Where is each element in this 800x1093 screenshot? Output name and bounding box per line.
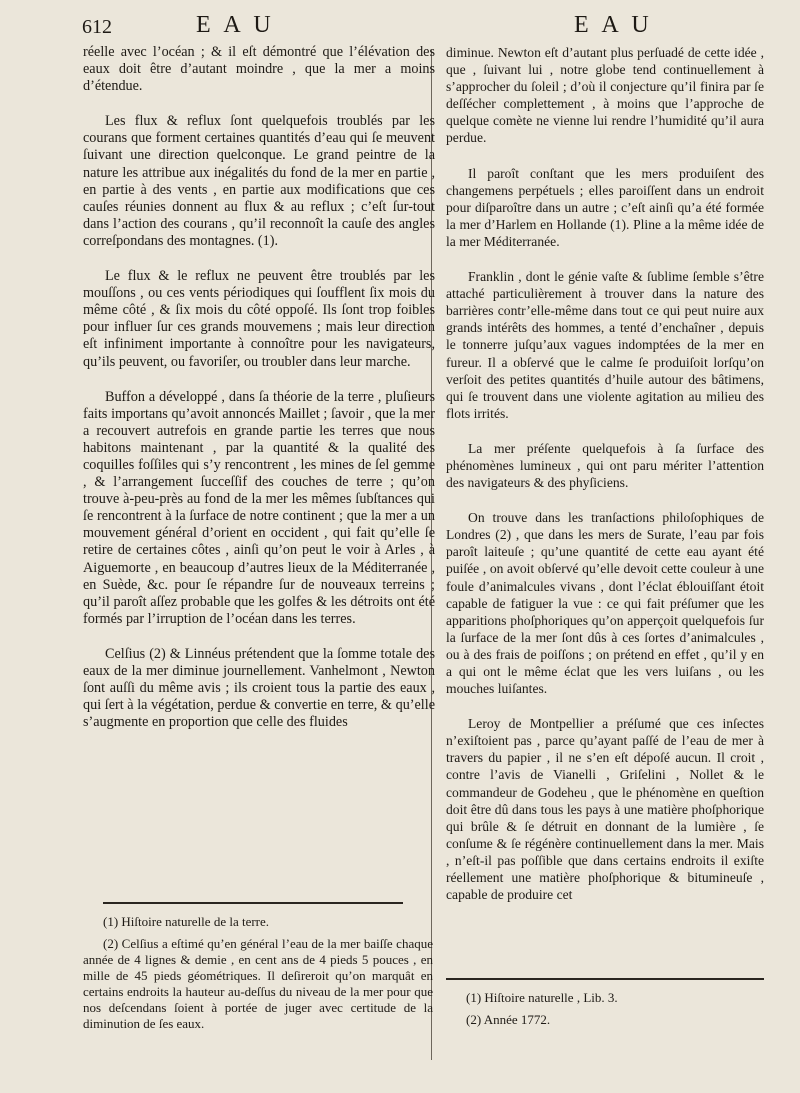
paragraph: On trouve dans les tranſactions philoſophiques de Londres (2) , que dans les mers de Surate, l’eau par fois paroît laiteuſe ; qu’une quantité de cette eau ayant été puiſée , on avoit obſervé qu’elle devoit cette couleur à une foule d’animalcules vivans , dont l’éclat éblouiſſant étoit capable de fatiguer la vue : ce qui fait préſumer que les apparitions phoſphoriques qu’on apperçoit quelquefois ſur la ſurface de la mer ſont dûs à ces ſortes d’animalcules , ou à des frais de poiſſons ; on prétend en effet , qu’il y en a qui ont le même éclat que les vers luiſans , ou les mouches luiſantes.	[446, 510, 764, 697]
running-head-left: E A U	[196, 12, 275, 38]
footnote-rule	[103, 902, 403, 904]
paragraph: Les flux & reflux ſont quelquefois troublés par les courans que forment certaines quantités d’eau qui ſe meuvent ſuivant une direction quelconque. Le grand peintre de la nature les attribue aux inégalités du fond de la mer en partie , en partie à des vents , en partie aux modifications que ces cauſes réunies donnent au flux & au reflux ; c’eſt ſur-tout dans l’action des courans , qu’il reconnoît la cauſe des angles correſpondans des montagnes. (1).	[83, 113, 435, 249]
right-column	[446, 44, 764, 921]
running-head-right: E A U	[574, 12, 653, 38]
page-number: 612	[82, 16, 112, 38]
right-footnotes	[446, 952, 764, 1034]
paragraph: Celſius (2) & Linnéus prétendent que la ſomme totale des eaux de la mer diminue journellement. Vanhelmont , Newton ſont auſſi du même avis ; ils croient tous la partie des eaux , qui ſert à la végétation, perdue & convertie en terre, & qu’elle s’augmente en proportion que celle des fluides	[83, 645, 435, 731]
paragraph: Il paroît conſtant que les mers produiſent des changemens perpétuels ; elles paroiſſent dans un endroit pour diſparoître dans un autre ; c’eſt ainſi qu’a été formée la mer d’Harlem en Hollande (1). Pline a la même idée de la mer Méditerranée.	[446, 165, 764, 249]
paragraph: Buffon a développé , dans ſa théorie de la terre , pluſieurs faits importans qu’avoit annoncés Maillet ; ſavoir , que la mer a recouvert autrefois en grande partie les terres que nous habitons maintenant , par la quantité & la qualité des coquilles foſſiles qui s’y rencontrent , les mines de ſel gemme , & l’arrangement ſucceſſif des couches de terre ; qu’on trouve à-peu-près au fond de la mer les mêmes ſubſtances qui ſe rencontrent à la ſurface de notre continent ; que la mer a un mouvement général d’orient en occident , qui fait qu’elle ſe retire de certaines côtes , ainſi qu’on peut le voir à Arles , à Aiguemorte , en beaucoup d’autres lieux de la Méditerranée , en Suède, &c. pour ſe répandre ſur de nouveaux terreins ; qu’il paroît aſſez probable que les golfes & les détroits ont été formés par l’irruption de l’océan dans les terres.	[83, 388, 435, 627]
paragraph: La mer préſente quelquefois à ſa ſurface des phénomènes lumineux , qui ont paru mériter l’attention des navigateurs & des phyſiciens.	[446, 440, 764, 491]
left-footnotes	[83, 876, 433, 1038]
footnote: (1) Hiſtoire naturelle , Lib. 3.	[466, 990, 618, 1005]
left-column	[83, 44, 435, 749]
footnote-rule	[446, 978, 764, 980]
paragraph: diminue. Newton eſt d’autant plus perſuadé de cette idée , que , ſuivant lui , notre globe tend continuellement à s’approcher du ſoleil ; d’où il conjecture qu’il finira par ſe deſſécher complettement , à moins que l’approche de quelque comète ne vienne lui rendre l’humidité qu’il aura perdue.	[446, 45, 764, 146]
footnote: (2) Année 1772.	[466, 1012, 551, 1027]
paragraph: réelle avec l’océan ; & il eſt démontré que l’élévation des eaux doit être d’autant moindre , que la mer a moins d’étendue.	[83, 44, 435, 95]
footnote: (2) Celſius a eſtimé qu’en général l’eau de la mer baiſſe chaque année de 4 lignes & demie , en cent ans de 4 pieds 5 pouces , en mille de 45 pieds géométriques. Il deſireroit qu’on marquât en certains endroits la hauteur au-deſſus du niveau de la mer pour que nos deſcendans ſoient à portée de juger avec certitude de la diminution de ſes eaux.	[83, 936, 433, 1031]
paragraph: Franklin , dont le génie vaſte & ſublime ſemble s’être attaché particulièrement à trouver dans la nature des barrières contr’elle-même dans tout ce qui peut nuire aux grands intérêts des hommes, a tenté d’enchaîner , depuis le tonnerre juſqu’aux vagues indomptées de la mer en fureur. Il a obſervé que le calme ſe produiſoit lorſqu’on verſoit des petites quantités d’huile autour des bâtimens, qui ſe trouvent dans une violente agitation au milieu des flots irrités.	[446, 269, 764, 421]
paragraph: Leroy de Montpellier a préſumé que ces inſectes n’exiſtoient pas , parce qu’ayant paſſé de l’eau de mer à travers du papier , il ne s’en eſt dépoſé aucun. Il croit , contre l’avis de Vianelli , Griſelini , Nollet & le commandeur de Godeheu , que le phénomène en queſtion doit être dû dans tous les pays à une matière phoſphorique qui brûle & ſe détruit en donnant de la lumière , ſe conſume & ſe régénère continuellement dans la mer. Mais , n’eſt-il pas poſſible que dans certains endroits il exiſte réellement une matière phoſphorique & bitumineuſe , capable de produire cet	[446, 716, 764, 903]
paragraph: Le flux & le reflux ne peuvent être troublés par les mouſſons , ou ces vents périodiques qui ſoufflent ſix mois du même côté , & ſix mois du côté oppoſé. Ils ſont trop foibles pour influer ſur ces grands mouvemens ; mais leur direction eſt infiniment importante à connoître pour les navigateurs, qu’ils peuvent, ou favoriſer, ou troubler dans leur marche.	[83, 268, 435, 370]
footnote: (1) Hiſtoire naturelle de la terre.	[103, 914, 270, 929]
